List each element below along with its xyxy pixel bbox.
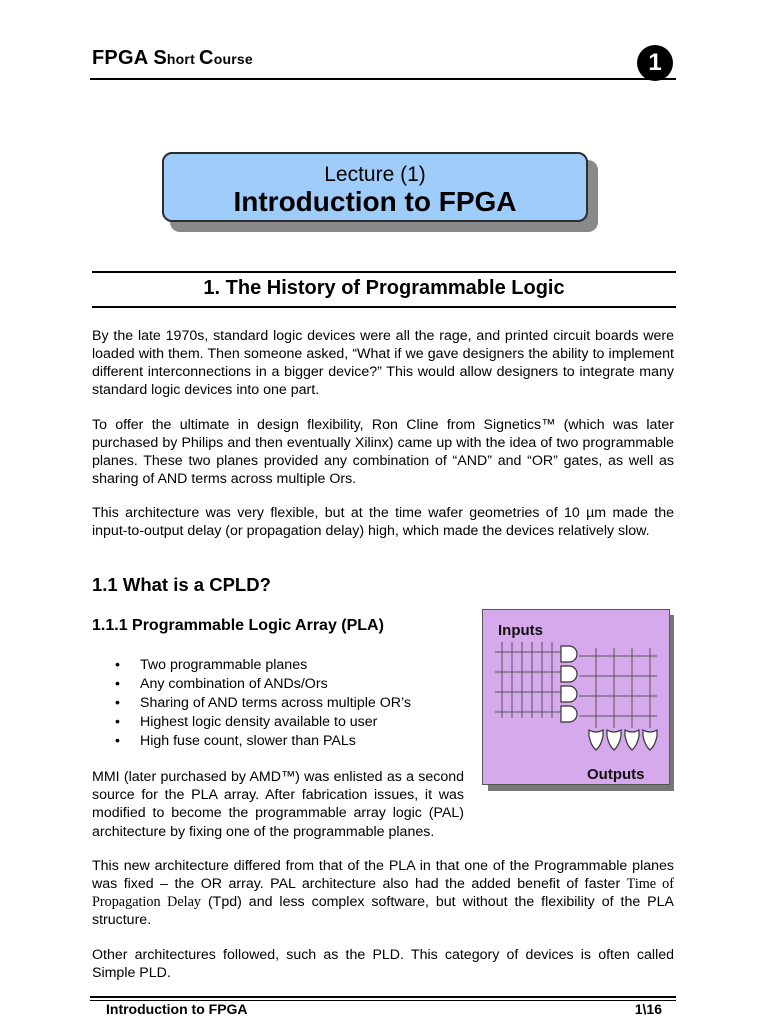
pla-diagram-graphic <box>483 610 669 784</box>
course-title-part: S <box>153 47 167 69</box>
pal-serif-term: Time of Propagation Delay <box>92 876 675 910</box>
and-gate-icon <box>561 666 577 682</box>
section-title: 1. The History of Programmable Logic <box>203 277 565 299</box>
pal-text-a: This new architecture differed from that of the PLA in that one of the Programmable planes was fixed – the OR array. PAL architecture also had the added benefit of faster <box>92 858 674 892</box>
or-gate-icon <box>643 730 657 750</box>
product-term-lines <box>495 652 657 716</box>
course-title-part: FPGA <box>92 47 154 69</box>
paragraph-signetics: To offer the ultimate in design flexibility, Ron Cline from Signetics™ (which was later purchased by Philips and then eventually Xilinx) came up with the idea of two programmable planes. These two planes provided any combination of “AND” and “OR” gates, as well as sharing of AND terms across multiple Ors. <box>92 417 674 487</box>
paragraph-other: Other architectures followed, such as the PLD. This category of devices is often called Simple PLD. <box>92 947 674 981</box>
subsubsection-heading: 1.1.1 Programmable Logic Array (PLA) <box>92 617 384 634</box>
paragraph-mmi: MMI (later purchased by AMD™) was enlisted as a second source for the PLA array. After fabrication issues, it was modified to become the programmable array logic (PAL) architecture by fixing one of the programmable planes. <box>92 769 464 840</box>
chapter-badge: 1 <box>637 45 673 81</box>
and-gate-icon <box>561 706 577 722</box>
pal-text-b: (Tpd) and less complex software, but without the flexibility of the PLA structure. <box>92 894 674 928</box>
input-lines <box>502 642 552 718</box>
page-number: 1\16 <box>634 1001 662 1017</box>
list-item: • Two programmable planes <box>115 656 411 675</box>
and-gates <box>561 646 577 722</box>
section-rule-bottom <box>92 306 676 308</box>
lecture-box <box>162 152 588 222</box>
course-title <box>92 47 253 70</box>
footer-title: Introduction to FPGA <box>106 1001 248 1017</box>
or-gates <box>589 730 657 750</box>
section-rule-top <box>92 271 676 273</box>
header-rule <box>90 78 676 80</box>
paragraph-intro: By the late 1970s, standard logic devices were all the rage, and printed circuit boards were loaded with them. Then someone asked, “What if we gave designers the ability to implement different interconnections in a bigger device?” This would allow designers to integrate many standard logic devices into one part. <box>92 328 674 398</box>
pla-feature-list <box>115 656 411 751</box>
or-gate-icon <box>589 730 603 750</box>
or-gate-icon <box>625 730 639 750</box>
subsection-heading: 1.1 What is a CPLD? <box>92 574 271 595</box>
list-item: • Any combination of ANDs/Ors <box>115 675 411 694</box>
course-title-part: hort <box>166 51 200 67</box>
outputs-label: Outputs <box>587 766 645 783</box>
list-item: • Sharing of AND terms across multiple OR’s <box>115 694 411 713</box>
list-item: • Highest logic density available to user <box>115 713 411 732</box>
and-gate-icon <box>561 646 577 662</box>
lecture-title: Introduction to FPGA <box>233 186 517 217</box>
lecture-number: Lecture (1) <box>324 163 426 186</box>
footer-rule <box>90 996 676 998</box>
or-gate-icon <box>607 730 621 750</box>
list-item: • High fuse count, slower than PALs <box>115 732 411 751</box>
pla-diagram <box>482 609 670 785</box>
course-title-part: ourse <box>213 51 253 67</box>
paragraph-architecture: This architecture was very flexible, but at the time wafer geometries of 10 µm made the input-to-output delay (or propagation delay) high, which made the devices relatively slow. <box>92 505 674 539</box>
course-title-part: C <box>199 47 214 69</box>
paragraph-pal <box>92 857 674 929</box>
and-gate-icon <box>561 686 577 702</box>
inputs-label: Inputs <box>498 622 543 639</box>
